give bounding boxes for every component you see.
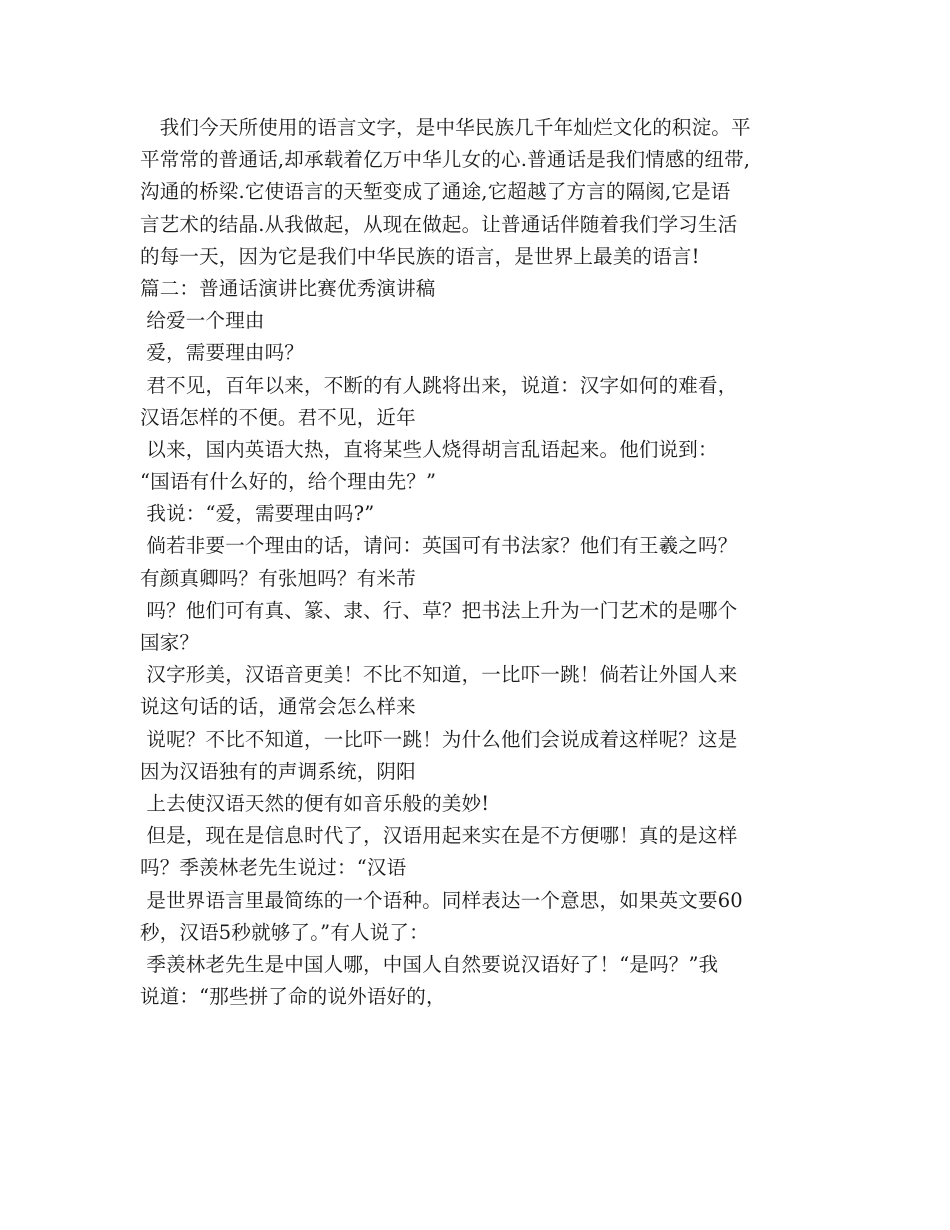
text-line: 言艺术的结晶.从我做起，从现在做起。让普通话伴随着我们学习生活 bbox=[140, 212, 738, 236]
text-line: 国家？ bbox=[140, 631, 200, 654]
section-heading: 篇二：普通话演讲比赛优秀演讲稿 bbox=[140, 276, 436, 300]
text-line: 说道：“那些拼了命的说外语好的， bbox=[140, 985, 446, 1009]
text-line: 沟通的桥梁.它使语言的天堑变成了通途,它超越了方言的隔阂,它是语 bbox=[140, 180, 731, 204]
text-line: 说这句话的话，通常会怎么样来 bbox=[140, 695, 416, 719]
document-body bbox=[140, 112, 820, 1013]
text-line: 君不见，百年以来，不断的有人跳将出来，说道：汉字如何的难看， bbox=[140, 373, 738, 397]
text-line: 我说：“爱，需要理由吗?” bbox=[140, 502, 375, 526]
text-line: 秒，汉语5秒就够了。”有人说了： bbox=[140, 920, 429, 944]
text-line: 我们今天所使用的语言文字，是中华民族几千年灿烂文化的积淀。平 bbox=[140, 116, 751, 139]
text-line: 因为汉语独有的声调系统，阴阳 bbox=[140, 759, 416, 783]
text-line: 季羡林老先生是中国人哪，中国人自然要说汉语好了！“是吗？”我 bbox=[140, 952, 719, 976]
text-line: 但是，现在是信息时代了，汉语用起来实在是不方便哪！真的是这样 bbox=[140, 824, 738, 848]
text-line: 倘若非要一个理由的话，请问：英国可有书法家？他们有王羲之吗？ bbox=[140, 534, 738, 558]
text-line: 吗？季羡林老先生说过：“汉语 bbox=[140, 856, 407, 880]
text-line: 汉字形美，汉语音更美！不比不知道，一比吓一跳！倘若让外国人来 bbox=[140, 663, 738, 687]
text-line: 以来，国内英语大热，直将某些人烧得胡言乱语起来。他们说到： bbox=[140, 437, 718, 461]
speech-title: 给爱一个理由 bbox=[140, 309, 265, 333]
text-line: 平常常的普通话,却承载着亿万中华儿女的心.普通话是我们情感的纽带, bbox=[140, 148, 751, 172]
text-line: 是世界语言里最简练的一个语种。同样表达一个意思，如果英文要60 bbox=[140, 888, 743, 912]
text-line: 爱，需要理由吗？ bbox=[140, 341, 304, 365]
text-line: “国语有什么好的，给个理由先？” bbox=[140, 470, 437, 494]
text-line: 说呢？不比不知道，一比吓一跳！为什么他们会说成着这样呢？这是 bbox=[140, 727, 738, 751]
text-line: 的每一天，因为它是我们中华民族的语言，是世界上最美的语言! bbox=[140, 244, 700, 268]
text-line: 有颜真卿吗？有张旭吗？有米芾 bbox=[140, 566, 416, 590]
text-line: 吗？他们可有真、篆、隶、行、草？把书法上升为一门艺术的是哪个 bbox=[140, 598, 738, 622]
text-line: 上去使汉语天然的便有如音乐般的美妙! bbox=[140, 791, 490, 815]
text-line: 汉语怎样的不便。君不见，近年 bbox=[140, 405, 416, 429]
